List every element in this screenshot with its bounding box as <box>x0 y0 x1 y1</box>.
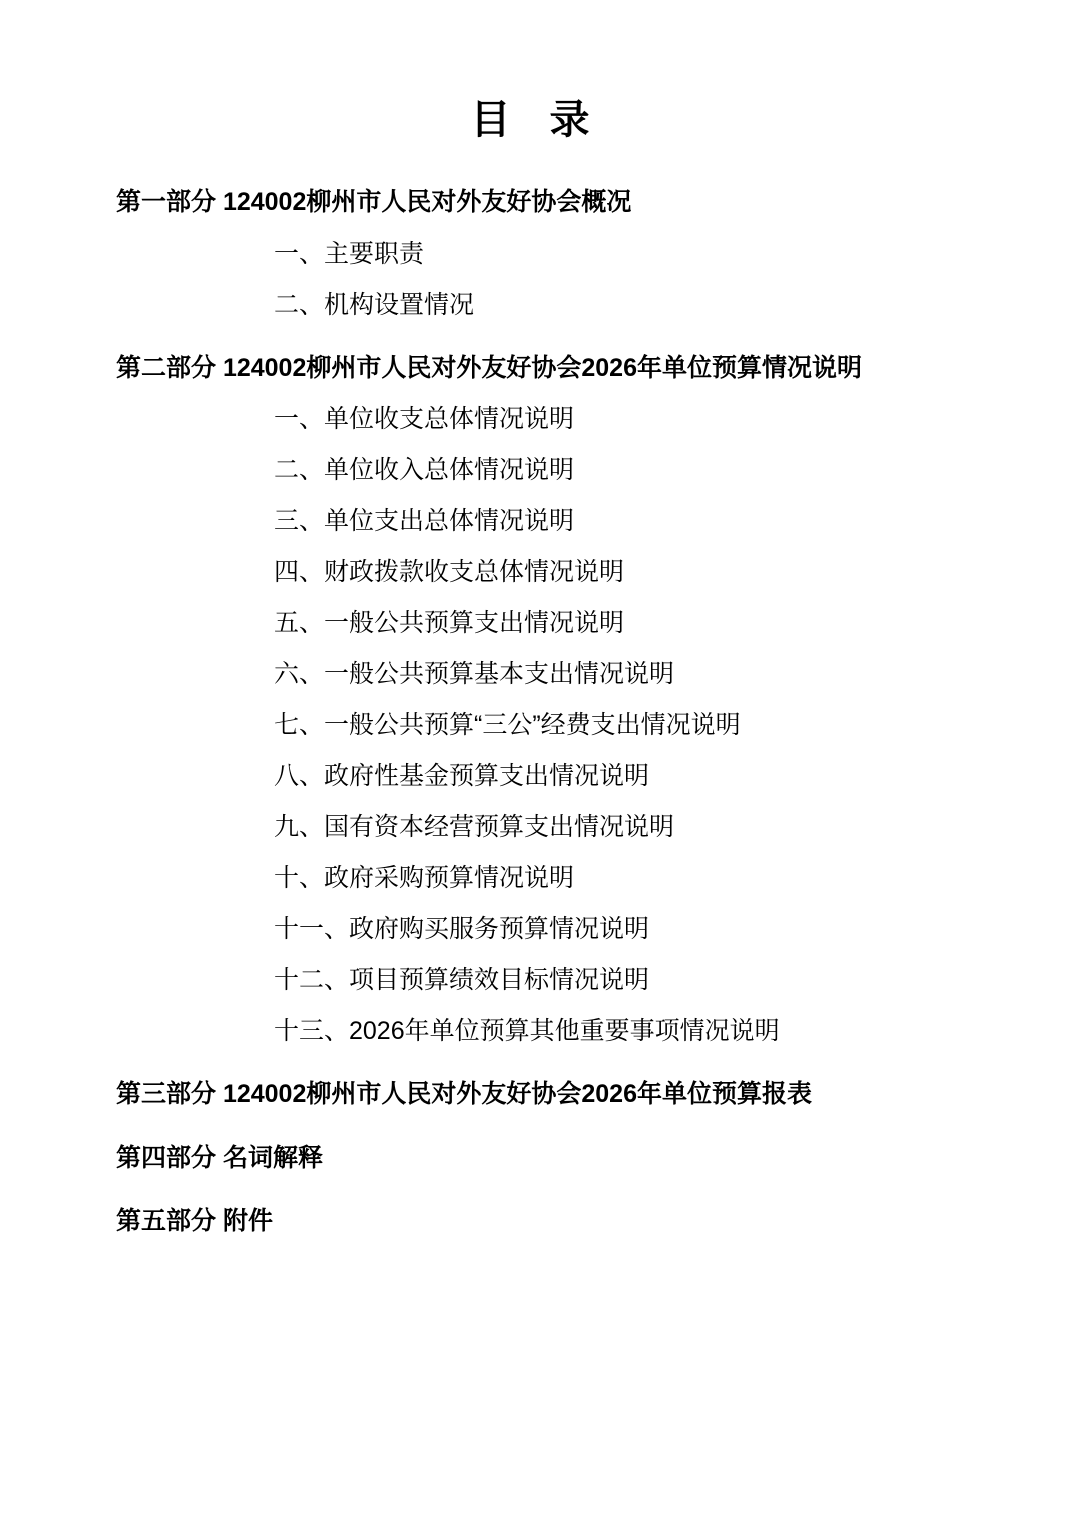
toc-part-entry[interactable]: 第一部分 124002柳州市人民对外友好协会概况 <box>116 188 632 216</box>
toc-sub-entry[interactable]: 七、一般公共预算“三公”经费支出情况说明 <box>274 711 741 739</box>
toc-sub-entry[interactable]: 四、财政拨款收支总体情况说明 <box>274 558 625 586</box>
toc-sub-entry[interactable]: 九、国有资本经营预算支出情况说明 <box>274 813 675 841</box>
toc-sub-entry[interactable]: 一、主要职责 <box>274 239 425 268</box>
toc-sub-entry[interactable]: 五、一般公共预算支出情况说明 <box>274 609 625 637</box>
toc-part-entry[interactable]: 第三部分 124002柳州市人民对外友好协会2026年单位预算报表 <box>116 1080 812 1108</box>
toc-sub-entry[interactable]: 十三、2026年单位预算其他重要事项情况说明 <box>274 1017 780 1045</box>
toc-sub-entry[interactable]: 十一、政府购买服务预算情况说明 <box>274 915 650 943</box>
toc-sub-entry[interactable]: 三、单位支出总体情况说明 <box>274 507 575 535</box>
toc-part-entry[interactable]: 第四部分 名词解释 <box>116 1143 323 1172</box>
toc-sub-entry[interactable]: 十、政府采购预算情况说明 <box>274 864 575 892</box>
table-of-contents <box>0 184 1074 1241</box>
toc-sub-entry[interactable]: 十二、项目预算绩效目标情况说明 <box>274 966 650 994</box>
toc-part-entry[interactable]: 第五部分 附件 <box>116 1207 273 1235</box>
toc-sub-entry[interactable]: 一、单位收支总体情况说明 <box>274 405 575 433</box>
page-title: 目 录 <box>470 98 604 142</box>
toc-sub-entry[interactable]: 二、单位收入总体情况说明 <box>274 456 575 484</box>
toc-sub-entry[interactable]: 八、政府性基金预算支出情况说明 <box>274 762 650 790</box>
toc-sub-entry[interactable]: 六、一般公共预算基本支出情况说明 <box>274 660 675 688</box>
toc-sub-entry[interactable]: 二、机构设置情况 <box>274 290 475 319</box>
toc-part-entry[interactable]: 第二部分 124002柳州市人民对外友好协会2026年单位预算情况说明 <box>116 353 862 382</box>
